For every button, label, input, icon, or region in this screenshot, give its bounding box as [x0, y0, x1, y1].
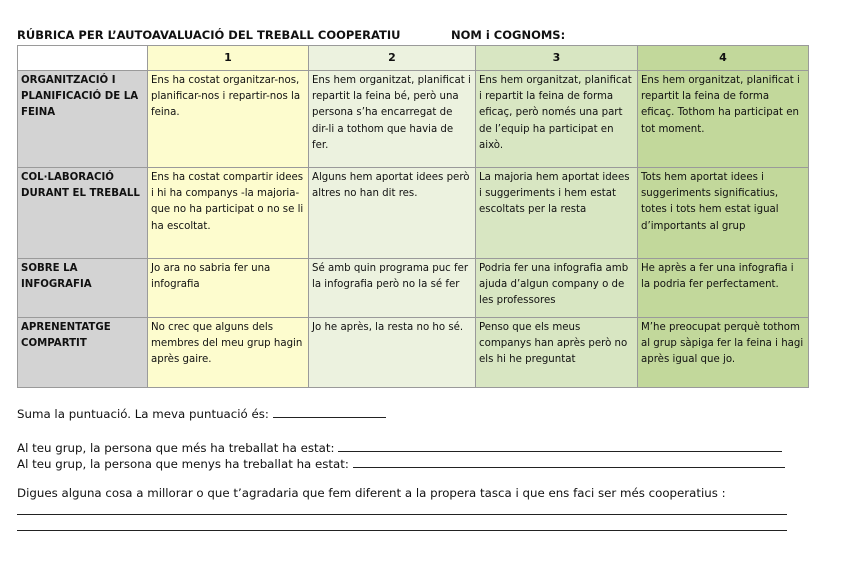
rubric-cell: Jo ara no sabria fer una infografia	[148, 259, 309, 318]
score-input-line[interactable]	[273, 405, 386, 418]
page-title: RÚBRICA PER L’AUTOAVALUACIÓ DEL TREBALL COOPERATIU	[17, 28, 401, 42]
rubric-cell: Alguns hem aportat idees però altres no han dit res.	[309, 168, 476, 259]
improve-answer-line-1[interactable]	[17, 514, 787, 515]
table-row	[18, 168, 809, 259]
most-worked-question: Al teu grup, la persona que més ha treballat ha estat:	[17, 441, 335, 455]
improve-question: Digues alguna cosa a millorar o que t’agradaria que fem diferent a la propera tasca i que ens faci ser més cooperatius :	[17, 486, 726, 500]
criterion-cell: ORGANITZACIÓ I PLANIFICACIÓ DE LA FEINA	[18, 71, 148, 168]
rubric-cell: Ens ha costat compartir idees i hi ha companys -la majoria- que no ha participat o no se li ha escoltat.	[148, 168, 309, 259]
rubric-cell: La majoria hem aportat idees i suggeriments i hem estat escoltats per la resta	[476, 168, 638, 259]
rubric-cell: Sé amb quin programa puc fer la infografia però no la sé fer	[309, 259, 476, 318]
rubric-table	[17, 45, 809, 388]
rubric-cell: Ens hem organitzat, planificat i repartit la feina de forma eficaç. Tothom ha participat en tot moment.	[638, 71, 809, 168]
rubric-cell: Jo he après, la resta no ho sé.	[309, 318, 476, 388]
level-header: 4	[638, 46, 809, 71]
rubric-cell: Ens ha costat organitzar-nos, planificar-nos i repartir-nos la feina.	[148, 71, 309, 168]
level-header: 2	[309, 46, 476, 71]
most-worked-input-line[interactable]	[338, 439, 782, 452]
least-worked-line	[17, 455, 807, 471]
rubric-cell: Penso que els meus companys han après però no els hi he preguntat	[476, 318, 638, 388]
table-row	[18, 71, 809, 168]
rubric-cell: He après a fer una infografia i la podria fer perfectament.	[638, 259, 809, 318]
criterion-cell: SOBRE LA INFOGRAFIA	[18, 259, 148, 318]
level-header: 3	[476, 46, 638, 71]
header	[17, 28, 807, 44]
criterion-cell: APRENENTATGE COMPARTIT	[18, 318, 148, 388]
table-row	[18, 259, 809, 318]
improve-question-line	[17, 486, 807, 500]
rubric-cell: Ens hem organitzat, planificat i repartit la feina bé, però una persona s’ha encarregat de dir-li a tothom que havia de fer.	[309, 71, 476, 168]
table-row	[18, 318, 809, 388]
improve-answer-line-2[interactable]	[17, 530, 787, 531]
most-worked-line	[17, 439, 807, 455]
header-corner-cell	[18, 46, 148, 71]
rubric-cell: Ens hem organitzat, planificat i repartit la feina de forma eficaç, però només una part de l’equip ha participat en això.	[476, 71, 638, 168]
least-worked-input-line[interactable]	[353, 455, 785, 468]
table-header-row	[18, 46, 809, 71]
rubric-cell: Tots hem aportat idees i suggeriments significatius, totes i tots hem estat igual d’importants al grup	[638, 168, 809, 259]
criterion-cell: COL·LABORACIÓ DURANT EL TREBALL	[18, 168, 148, 259]
rubric-cell: No crec que alguns dels membres del meu grup hagin après gaire.	[148, 318, 309, 388]
least-worked-question: Al teu grup, la persona que menys ha treballat ha estat:	[17, 457, 349, 471]
rubric-cell: M’he preocupat perquè tothom al grup sàpiga fer la feina i hagi après igual que jo.	[638, 318, 809, 388]
level-header: 1	[148, 46, 309, 71]
name-label: NOM i COGNOMS:	[451, 28, 566, 42]
score-line	[17, 405, 807, 421]
rubric-cell: Podria fer una infografia amb ajuda d’algun company o de les professores	[476, 259, 638, 318]
score-question: Suma la puntuació. La meva puntuació és:	[17, 407, 269, 421]
